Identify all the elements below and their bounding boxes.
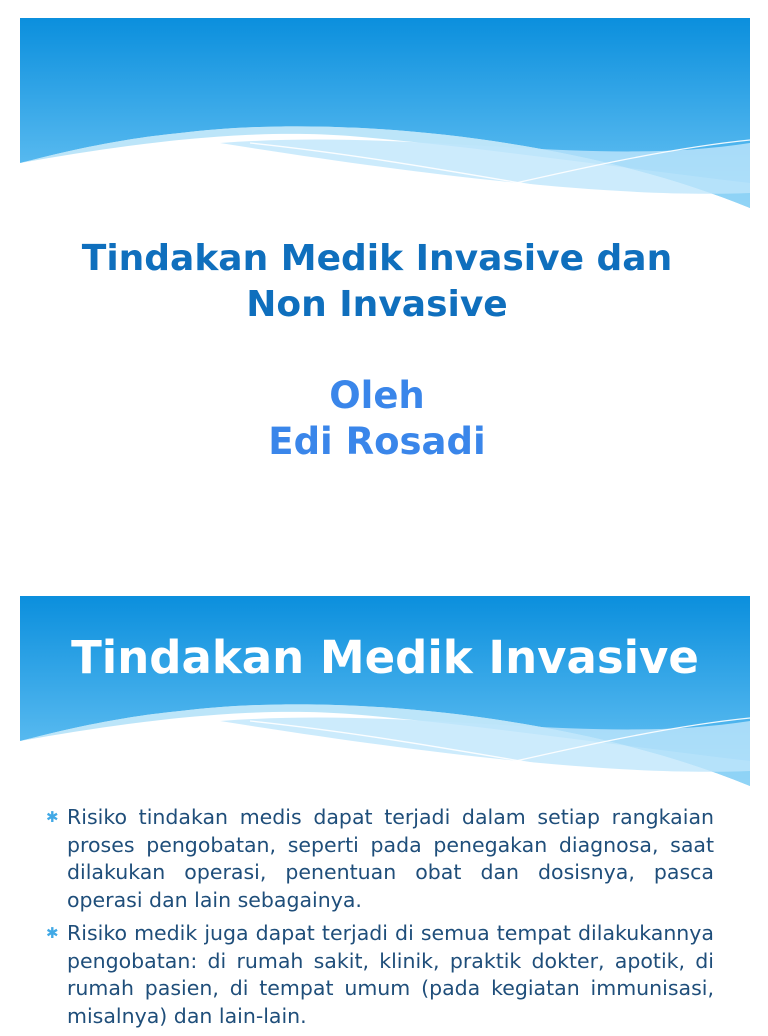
- author-block: [20, 373, 734, 465]
- author-prefix: Oleh: [329, 374, 425, 417]
- author-name: Edi Rosadi: [268, 420, 486, 463]
- wave-banner-graphic: [20, 18, 750, 218]
- bullet-text: Risiko medik juga dapat terjadi di semua tempat dilakukannya pengobatan: di rumah sakit, klinik, praktik dokter, apotik, di rumah pasien, di tempat umum (pada kegiatan immunisasi, misalnya) dan lain-lain.: [67, 921, 714, 1028]
- asterisk-bullet-icon: ✱: [46, 924, 59, 942]
- wave-banner-graphic: [20, 596, 750, 796]
- bullet-text: Risiko tindakan medis dapat terjadi dalam setiap rangkaian proses pengobatan, seperti pada penegakan diagnosa, saat dilakukan operasi, penentuan obat dan dosisnya, pasca operasi dan lain sebagainya.: [67, 805, 714, 912]
- presentation-title: [20, 236, 734, 328]
- title-line-2: Non Invasive: [246, 284, 508, 325]
- bullet-list: [46, 804, 714, 1036]
- list-item: [46, 804, 714, 914]
- wave-banner: [20, 596, 750, 796]
- title-slide: [20, 18, 750, 566]
- slide-title: Tindakan Medik Invasive: [71, 631, 699, 684]
- asterisk-bullet-icon: ✱: [46, 808, 59, 826]
- list-item: [46, 920, 714, 1030]
- title-line-1: Tindakan Medik Invasive dan: [81, 238, 673, 279]
- content-slide: [20, 596, 750, 1036]
- wave-banner: [20, 18, 750, 218]
